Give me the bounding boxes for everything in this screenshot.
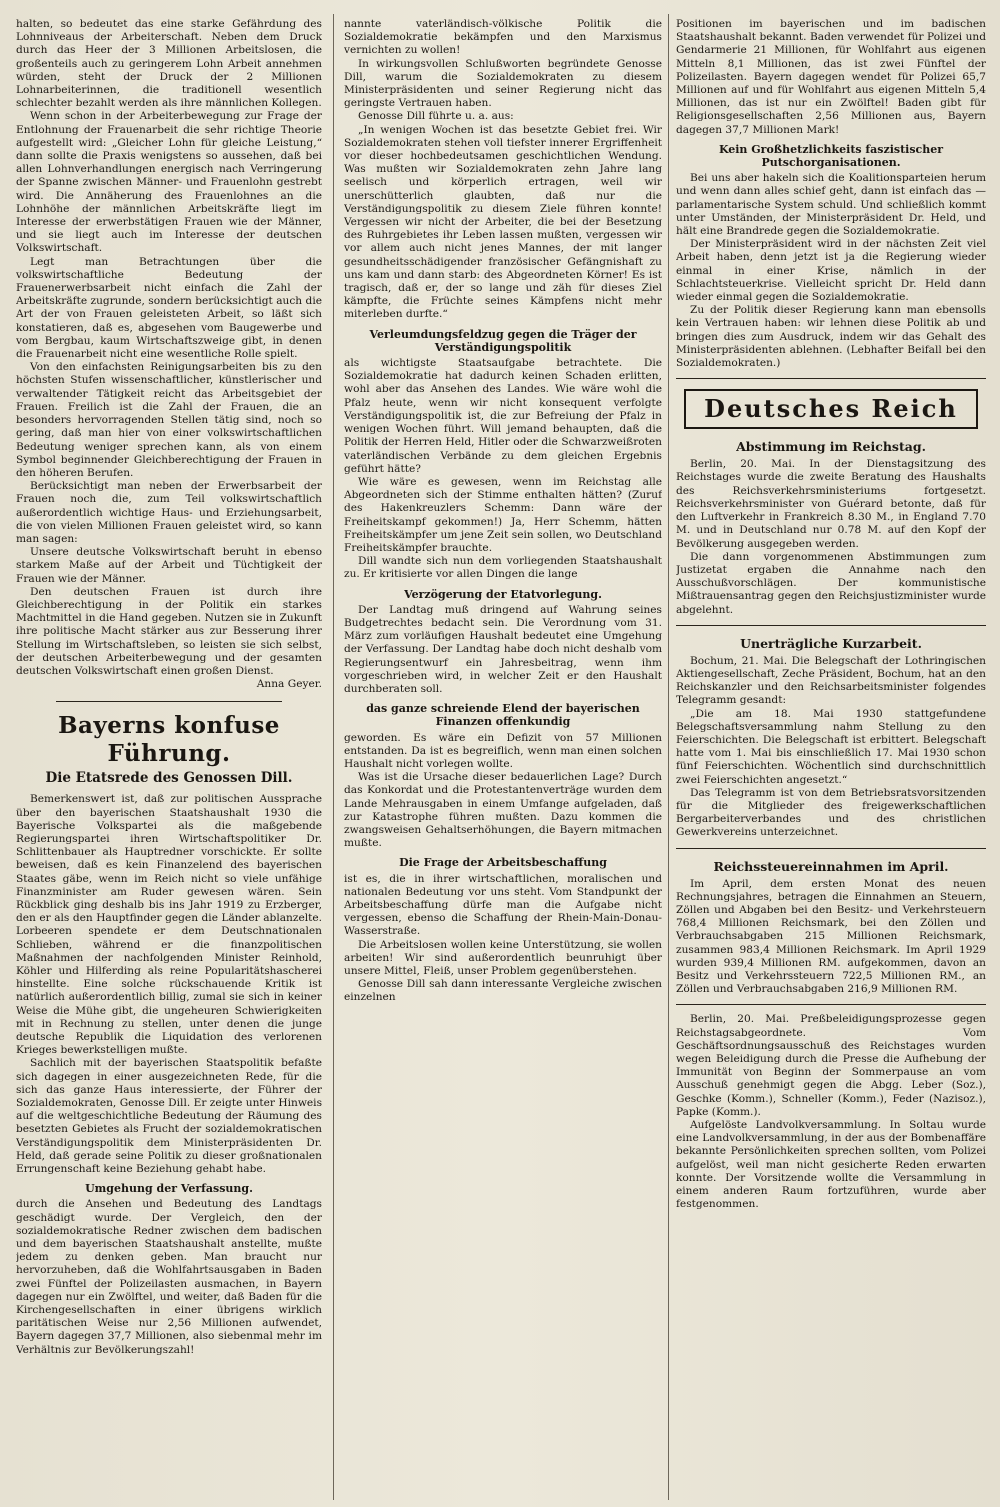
article-subheadline: Die Etatsrede des Genossen Dill. — [45, 770, 293, 787]
divider — [676, 625, 986, 626]
paragraph: Wie wäre es gewesen, wenn im Reichstag alle Abgeordneten sich der Stimme enthalten hätten? (Zuruf des Hakenkreuzlers Schemm: Dann wäre der Freiheitskampf gekommen!) Ja, Herr Schemm, hätten Freiheitskämpfer um jene Zeit sein sollen, wo Deutschland Freiheitskämpfer brauchte. — [344, 475, 662, 554]
paragraph: Bei uns aber hakeln sich die Koalitionsparteien herum und wenn dann alles schief geht, dann ist einfach das — parlamentarische System schuld. Und schließlich kommt unter Umständen, der Ministerpräsident Dr. Held, und hält eine Brandrede gegen die Sozialdemokratie. — [676, 172, 986, 238]
paragraph: Genosse Dill sah dann interessante Vergleiche zwischen einzelnen — [344, 978, 662, 1004]
paragraph: Aufgelöste Landvolkversammlung. In Soltau wurde eine Landvolkversammlung, in der aus der Bombenaffäre bekannte Persönlichkeiten sprechen sollten, vom Polizei aufgelöst, weil man nicht gesicherte Reden erwarten konnte. Der Vorsitzende wollte die Versammlung in einem anderen Raum fortzuführen, wurde aber festgenommen. — [676, 1119, 986, 1211]
article-headline: Bayerns konfuse Führung. — [58, 712, 280, 768]
paragraph: nannte vaterländisch-völkische Politik die Sozialdemokratie bekämpfen und den Marxismus vernichten zu wollen! — [344, 18, 662, 57]
author-signature: Anna Geyer. — [256, 678, 322, 691]
paragraph: In wirkungsvollen Schlußworten begründete Genosse Dill, warum die Sozialdemokraten zu diesem Ministerpräsidenten und seiner Regierung nicht das geringste Vertrauen haben. — [344, 57, 662, 110]
paragraph: ist es, die in ihrer wirtschaftlichen, moralischen und nationalen Bedeutung vor uns steht. Vom Standpunkt der Arbeitsbeschaffung dürfe man die Aufgabe nicht vergessen, ebenso die Schaffung der Rhein-Main-Donau-Wasserstraße. — [344, 872, 662, 938]
column-middle — [344, 18, 662, 1498]
column-right — [676, 18, 986, 1498]
divider — [676, 1004, 986, 1005]
paragraph: Der Landtag muß dringend auf Wahrung seines Budgetrechtes bedacht sein. Die Verordnung vom 31. März zum vorläufigen Haushalt bedeutet eine Umgehung der Verfassung. Der Landtag habe doch nicht deshalb vom Regierungsentwurf ein Jahresbeitrag, wenn ihm vorgeschrieben wird, in welcher Zeit er den Haushalt durchberaten soll. — [344, 603, 662, 695]
paragraph: Dill wandte sich nun dem vorliegenden Staatshaushalt zu. Er kritisierte vor allen Dingen die lange — [344, 555, 662, 581]
article-headline: Unerträgliche Kurzarbeit. — [740, 635, 922, 651]
divider — [676, 378, 986, 379]
paragraph: Positionen im bayerischen und im badischen Staatshaushalt bekannt. Baden verwendet für Polizei und Gendarmerie 21 Millionen, für Wohlfahrt aus eigenen Mitteln 8,1 Millionen, das ist zwei Fünftel der Polizeilasten. Bayern dagegen wendet für Polizei 65,7 Millionen auf und für Wohlfahrt aus eigenen Mitteln 5,4 Millionen, das ist nur ein Zwölftel! Baden gibt für Religionsgesellschaften 2,56 Millionen aus, Bayern dagegen 37,7 Millionen Mark! — [676, 18, 986, 136]
paragraph: Bochum, 21. Mai. Die Belegschaft der Lothringischen Aktiengesellschaft, Zeche Präsident, Bochum, hat an den Reichskanzler und den Reichsarbeitsminister folgendes Telegramm gesandt: — [676, 654, 986, 707]
paragraph: Was ist die Ursache dieser bedauerlichen Lage? Durch das Konkordat und die Protestantenverträge wurden dem Lande Mehrausgaben in einem Umfange aufgeladen, daß zur Katastrophe führen mußten. Dazu kommen die zwangsweisen Gehaltserhöhungen, die Bayern mitmachen mußte. — [344, 771, 662, 850]
paragraph: „In wenigen Wochen ist das besetzte Gebiet frei. Wir Sozialdemokraten stehen voll tiefster innerer Ergriffenheit vor dieser hochbedeutsamen geschichtlichen Wendung. Was mußten wir Sozialdemokraten zehn Jahre lang seelisch und körperlich ertragen, weil wir unerschütterlich glaubten, daß nur die Verständigungspolitik zu diesem Ziele führen konnte! Vergessen wir nicht der Arbeiter, die bei der Besetzung des Ruhrgebietes ihr Leben lassen mußten, vergessen wir vor allem auch nicht jenes Mannes, der mit langer gesundheitsschädigender französischer Gefängnishaft zu uns kam und dann starb: des Abgeordneten Körner! Es ist tragisch, daß er, der so lange und zäh für dieses Ziel kämpfte, die Früchte seines Kämpfens nicht mehr miterleben durfte.“ — [344, 123, 662, 321]
paragraph: geworden. Es wäre ein Defizit von 57 Millionen entstanden. Da ist es begreiflich, wenn man einen solchen Haushalt nicht vorlegen wollte. — [344, 731, 662, 770]
paragraph: durch die Ansehen und Bedeutung des Landtags geschädigt wurde. Der Vergleich, den der sozialdemokratische Redner zwischen dem badischen und dem bayerischen Staatshaushalt anstellte, mußte jedem zu denken geben. Man braucht nur hervorzuheben, daß die Wohlfahrtsausgaben in Baden zwei Fünftel der Polizeilasten ausmachen, in Bayern dagegen nur ein Zwölftel, und weiter, daß Baden für die Kirchengesellschaften in einer übrigens wirklich paritätischen Weise nur 2,56 Millionen aufwendet, Bayern dagegen 37,7 Millionen, also siebenmal mehr im Verhältnis zur Bevölkerungszahl! — [16, 1198, 322, 1356]
divider — [56, 701, 282, 702]
paragraph: als wichtigste Staatsaufgabe betrachtete. Die Sozialdemokratie hat dadurch keinen Schaden erlitten, wohl aber das Ansehen des Landes. Wie wäre wohl die Pfalz heute, wenn wir nicht konsequent verfolgte Verständigungspolitik ist, die zur Befreiung der Pfalz in wenigen Wochen führt. Will jemand behaupten, daß die Politik der Herren Held, Hitler oder die Schwarzweißroten vaterländischen Verbände zu dem gleichen Ergebnis geführt hätte? — [344, 357, 662, 475]
paragraph: „Die am 18. Mai 1930 stattgefundene Belegschaftsversammlung nahm Stellung zu den Feierschichten. Die Belegschaft ist erbittert. Belegschaft hatte vom 1. Mai bis einschließlich 17. Mai 1930 schon fünf Feierschichten. Wöchentlich sind durchschnittlich zwei Feierschichten angesetzt.“ — [676, 707, 986, 786]
paragraph: Die Arbeitslosen wollen keine Unterstützung, sie wollen arbeiten! Wir sind außerordentlich beunruhigt über unsere Mittel, Fleiß, unser Problem gegenüberstehen. — [344, 938, 662, 978]
paragraph: Berlin, 20. Mai. Preßbeleidigungsprozesse gegen Reichstagsabgeordnete. Vom Geschäftsordnungsausschuß des Reichstages wurden wegen Beleidigung durch die Presse die Aufhebung der Immunität von Beginn der Sommerpause an vom Ausschuß genehmigt gegen die Abgg. Leber (Soz.), Geschke (Komm.), Schneller (Komm.), Feder (Nazisoz.), Papke (Komm.). — [676, 1013, 986, 1118]
paragraph: Den deutschen Frauen ist durch ihre Gleichberechtigung in der Politik ein starkes Machtmittel in die Hand gegeben. Nutzen sie in Zukunft ihre politische Macht stärker aus zur Besserung ihrer Stellung im Wirtschaftsleben, so leisten sie sich selbst, der deutschen Arbeiterbewegung und der gesamten deutschen Volkswirtschaft einen großen Dienst. — [16, 585, 322, 677]
section-heading: Kein Großhetzlichkeits faszistischer Putschorganisationen. — [718, 142, 944, 170]
paragraph: Berlin, 20. Mai. In der Dienstagsitzung des Reichstages wurde die zweite Beratung des Haushalts des Reichsverkehrsministeriums fortgesetzt. Reichsverkehrsminister von Guérard betonte, daß für den Luftverkehr in Frankreich 8.30 M., in England 7.70 M. und in Deutschland nur 0.78 M. auf den Kopf der Bevölkerung ausgegeben werden. — [676, 458, 986, 550]
paragraph: Genosse Dill führte u. a. aus: — [358, 110, 514, 123]
section-banner: Deutsches Reich — [684, 389, 978, 429]
paragraph: Zu der Politik dieser Regierung kann man ebensolls kein Vertrauen haben: wir lehnen diese Politik ab und bringen dies zum Ausdruck, indem wir das Gehalt des Ministerpräsidenten ablehnen. (Lebhafter Beifall bei den Sozialdemokraten.) — [676, 304, 986, 370]
article-headline: Abstimmung im Reichstag. — [736, 439, 926, 455]
paragraph: Der Ministerpräsident wird in der nächsten Zeit viel Arbeit haben, denn jetzt ist ja die Regierung wieder einmal in einer Krise, nämlich in der Schlachtsteuerkrise. Vielleicht spricht Dr. Held dann wieder einmal gegen die Sozialdemokratie. — [676, 238, 986, 304]
column-rule — [333, 14, 334, 1500]
section-heading: Verzögerung der Etatvorlegung. — [404, 587, 602, 601]
column-rule — [668, 14, 669, 1500]
article-headline: Reichssteuereinnahmen im April. — [713, 858, 949, 874]
paragraph: Unsere deutsche Volkswirtschaft beruht in ebenso starkem Maße auf der Arbeit und Tüchtigkeit der Frauen wie der Männer. — [16, 546, 322, 585]
divider — [676, 848, 986, 849]
section-heading: Die Frage der Arbeitsbeschaffung — [399, 856, 607, 870]
paragraph: Im April, dem ersten Monat des neuen Rechnungsjahres, betragen die Einnahmen an Steuern, Zöllen und Abgaben bei den Besitz- und Verkehrsteuern 768,4 Millionen Reichsmark, bei den Zöllen und Verbrauchsabgaben 215 Millionen Reichsmark, zusammen 983,4 Millionen Reichsmark. Im April 1929 wurden 939,4 Millionen RM. aufgekommen, davon an Besitz und Verkehrssteuern 722,5 Millionen RM., an Zöllen und Verbrauchsabgaben 216,9 Millionen RM. — [676, 877, 986, 996]
paragraph: Die dann vorgenommenen Abstimmungen zum Justizetat ergaben die Annahme nach den Ausschußvorschlägen. Der kommunistische Mißtrauensantrag gegen den Reichsjustizminister wurde abgelehnt. — [676, 550, 986, 616]
paragraph: Legt man Betrachtungen über die volkswirtschaftliche Bedeutung der Frauenerwerbsarbeit nicht einfach die Zahl der Arbeitskräfte zugrunde, sondern berücksichtigt auch die Art der von Frauen geleisteten Arbeit, so läßt sich konstatieren, daß es, abgesehen vom Baugewerbe und vom Bergbau, kaum Wirtschaftszweige gibt, in denen die Frauenarbeit nicht eine wesentliche Rolle spielt. — [16, 255, 322, 361]
paragraph: Wenn schon in der Arbeiterbewegung zur Frage der Entlohnung der Frauenarbeit die sehr richtige Theorie aufgestellt wird: „Gleicher Lohn für gleiche Leistung,“ dann sollte die Praxis wenigstens so aussehen, daß bei allen Lohnverhandlungen energisch nach Verringerung der Spanne zwischen Männer- und Frauenlohn gestrebt wird. Die Annäherung des Frauenlohnes an die Lohnhöhe der männlichen Arbeitskräfte liegt im Interesse der erwerbstätigen Frauen wie der Männer, und sie liegt auch im Interesse der deutschen Volkswirtschaft. — [16, 110, 322, 255]
column-left — [16, 18, 322, 1498]
paragraph: Von den einfachsten Reinigungsarbeiten bis zu den höchsten Stufen wissenschaftlicher, künstlerischer und verwaltender Tätigkeit reicht das Arbeitsgebiet der Frauen. Freilich ist die Zahl der Frauen, die an besonders hervorragenden Stellen tätig sind, noch so gering, daß man hier von einer volkswirtschaftlichen Bedeutung weniger sprechen kann, als von einem Symbol beginnender Gleichberechtigung der Frauen in den höheren Berufen. — [16, 361, 322, 479]
section-heading: Umgehung der Verfassung. — [85, 1182, 253, 1196]
paragraph: Das Telegramm ist von dem Betriebsratsvorsitzenden für die Mitglieder des freigewerkschaftlichen Bergarbeiterverbandes und des christlichen Gewerkvereins unterzeichnet. — [676, 786, 986, 839]
paragraph: Bemerkenswert ist, daß zur politischen Aussprache über den bayerischen Staatshaushalt 1930 die Bayerische Volkspartei als die maßgebende Regierungspartei ihren Wirtschaftspolitiker Dr. Schlittenbauer als Hauptredner vorschickte. Er sollte beweisen, daß es kein Finanzelend des bayerischen Staates gäbe, wenn im Reich nicht so viele unfähige Finanzminister am Ruder gewesen wären. Sein Rückblick ging deshalb bis ins Jahr 1919 zu Erzberger, den er als den Hauptfinder gegen die Länder ablanzelte. Lorbeeren spendete er dem Deutschnationalen Schlieben, während er die finanzpolitischen Maßnahmen der nachfolgenden Minister Reinhold, Köhler und Hilferding als reine Popularitätshascherei hinstellte. Eine solche rückschauende Kritik ist natürlich außerordentlich billig, zumal sie sich in keiner Weise die Mühe gibt, die ungeheuren Schwierigkeiten mit in Rechnung zu stellen, unter denen die junge deutsche Republik die Liquidation des verlorenen Krieges bewerkstelligen mußte. — [16, 793, 322, 1057]
paragraph: Sachlich mit der bayerischen Staatspolitik befaßte sich dagegen in einer ausgezeichneten Rede, für die sich das ganze Haus interessierte, der Führer der Sozialdemokraten, Genosse Dill. Er zeigte unter Hinweis auf die weltgeschichtliche Bedeutung der Räumung des besetzten Gebietes als Frucht der sozialdemokratischen Verständigungspolitik dem Ministerpräsidenten Dr. Held, daß gerade seine Politik zu dieser großnationalen Errungenschaft keine Beziehung gehabt habe. — [16, 1057, 322, 1176]
section-heading: Verleumdungsfeldzug gegen die Träger der Verständigungspolitik — [369, 327, 637, 354]
paragraph: halten, so bedeutet das eine starke Gefährdung des Lohnniveaus der Arbeiterschaft. Neben dem Druck durch das Heer der 3 Millionen Arbeitslosen, die großenteils auch zu geringerem Lohn Arbeit annehmen würden, steht der Druck der 2 Millionen Lohnarbeiterinnen, die traditionell wesentlich schlechter bezahlt werden als ihre männlichen Kollegen. — [16, 18, 322, 110]
paragraph: Berücksichtigt man neben der Erwerbsarbeit der Frauen noch die, zum Teil volkswirtschaftlich außerordentlich wichtige Haus- und Erziehungsarbeit, die von vielen Millionen Frauen geleistet wird, so kann man sagen: — [16, 480, 322, 545]
section-heading: das ganze schreiende Elend der bayerischen Finanzen offenkundig — [366, 702, 640, 729]
